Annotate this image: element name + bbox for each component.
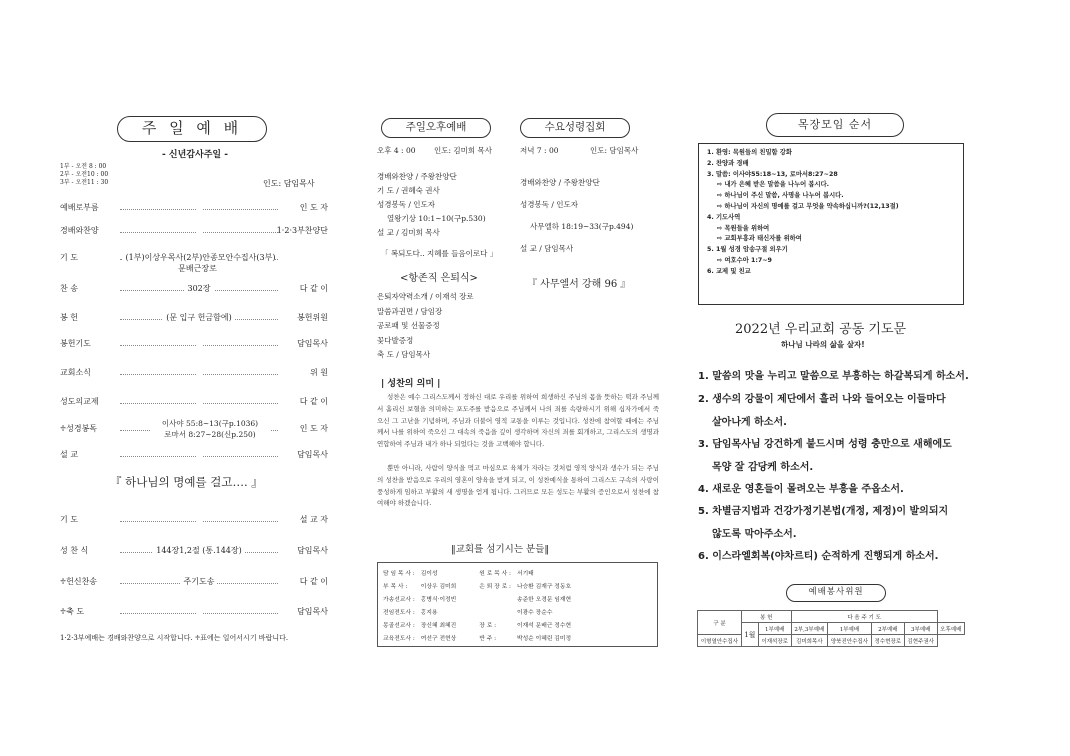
service-item-label: ♱헌신찬송 [60,577,98,586]
servant-cell: 가송선교사 : [383,597,415,603]
service-item-detail [196,606,202,615]
service-item-detail [196,225,202,234]
service-item-label: ♱축 도 [60,607,85,616]
service-item-label: 경배와찬양 [60,226,99,235]
service-item-label: 봉헌기도 [60,339,91,348]
servant-cell [476,592,514,605]
prayer-line-1: 1. 말씀의 맛을 누리고 말씀으로 부흥하는 하갈복되게 하소서. [698,371,969,382]
servant-cell: 김이성 [420,571,438,577]
service-item-person: 설 교 자 [299,515,328,524]
prayer-line-5b: 않도록 막아주소서. [712,529,797,540]
service-item-person: 다 같 이 [299,284,328,293]
servant-cell: 몽골선교사 : [383,623,415,629]
service-item [60,514,328,528]
servant-cell: 이광수 장순수 [516,610,553,616]
servant-row [380,631,574,644]
afternoon-sermon: 「 복되도다.. 지혜를 들음이로다 」 [381,249,498,258]
service-item-person: 다 같 이 [299,397,328,406]
prayer-line-2: 2. 생수의 강물이 제단에서 흘러 나와 들어오는 이들마다 [698,394,946,405]
servant-cell: 전임전도사 : [383,610,415,616]
service-subtitle: - 신년감사주일 - [162,150,228,160]
cell-meeting-title: 목장모임 순서 [766,113,904,137]
cell-meeting-item: 6. 교제 및 친교 [707,267,751,275]
service-item-detail: (1부)이상우목사(2부)안종모안수집사(3부)문배근장로 [123,253,276,273]
prayer-line-3b: 목양 잘 감당케 하소서. [712,462,814,473]
servant-cell: 홍지용 [420,610,438,616]
communion-paragraph-1: 성찬은 예수 그리스도께서 정하신 대로 우리를 위하여 희생하신 주님의 몸을 뜻하는 떡과 주님께서 흘리신 보혈을 의미하는 포도주를 받음으로 주님께서 나의 죄를 속량하시기 위해 십자가에서 죽으신 그 고난을 기념하며, 주님과 더불어 영적 교통을 이루는 것입니다. 성찬에 참여할 때에는 주님께서 나를 위하여 죽으신 그 대속의 죽음을 깊이 생각하며 자신의 죄를 회개하고, 그리스도의 생명과 연합하여 주님과 내가 하나 되었다는 것을 고백해야 합니다. [377,393,659,449]
servant-row [380,579,574,592]
servant-cell: 송준한 오경문 임재현 [516,597,572,603]
service-item-person: 담임목사 [297,607,328,616]
retirement-order: 은퇴자약력소개 / 이재석 장로 말씀과권면 / 담임장 공로패 및 선물증정 꽃다발증정 축 도 / 담임목사 [377,292,474,359]
service-item-person: 인 도 자 [299,203,328,212]
service-item-detail [196,396,202,405]
cell-meeting-item: ⇨ 하나님이 주신 말씀, 사명을 나누어 봅시다. [717,192,844,200]
servants-table [380,566,574,644]
service-item-detail: (문 입구 헌금함에) [163,313,234,322]
service-item-person: 담임목사 [297,339,328,348]
service-item-detail: 주기도송 [181,577,218,586]
service-item-detail: 144장1,2절 (통.144장) [153,546,245,555]
prayer-line-4: 4. 새로운 영혼들이 몰려오는 부흥을 주옵소서. [698,484,904,495]
service-item-detail [196,449,202,458]
servant-row [380,566,574,579]
service-item-label: 교회소식 [60,368,91,377]
servant-cell: 반 주 : [479,636,497,642]
service-item-person: 담임목사 [297,450,328,459]
afternoon-time: 오후 4 : 00 [377,146,416,155]
cell-meeting-item: ⇨ 하나님이 자신의 명예를 걸고 무엇을 약속하십니까?(12,13절) [717,202,899,210]
servant-cell: 장신혜 최혜진 [420,623,457,629]
servant-cell: 은 퇴 장 로 : [479,584,511,590]
service-item-detail [196,202,202,211]
service-item-detail [196,367,202,376]
servant-row [380,605,574,618]
servant-cell: 이재석 문배근 정수현 [516,623,572,629]
cell-meeting-item: ⇨ 교회부흥과 태신자를 위하여 [717,235,802,243]
service-item-person: 1·2·3부찬양단 [276,226,328,235]
service-item [60,312,328,326]
cell-meeting-list [707,148,955,278]
cell-meeting-item: ⇨ 목원들을 위하여 [717,224,770,232]
service-item [60,576,328,590]
main-service-title: 주 일 예 배 [117,116,267,142]
servant-cell: 서기태 [516,571,534,577]
cell-meeting-item: ⇨ 여호수아 1:7~9 [717,256,772,264]
service-item [60,202,328,216]
service-item [60,338,328,352]
prayer-line-3: 3. 담임목사님 강건하게 붙드시며 성령 충만으로 새해에도 [698,439,952,450]
service-item-label: ♱성경봉독 [60,424,98,433]
service-item-person: 인 도 자 [299,424,328,433]
servant-cell: 홍병식·이정빈 [420,597,457,603]
servant-cell: 이상우 김미희 [420,584,457,590]
service-committee-title: 예배봉사위원 [786,584,886,602]
afternoon-order: 경배와찬양 / 주왕찬양단 기 도 / 권혜숙 권사 성경봉독 / 인도자 열왕기상 10:1~10(구p.530) 설 교 / 김미희 목사 [377,172,486,237]
servant-cell: 여선구 전현상 [420,636,457,642]
servant-cell: 원 로 목 사 : [479,571,511,577]
afternoon-service-title: 주일오후예배 [381,118,491,138]
service-leader: 인도: 담임목사 [263,179,315,188]
cell-meeting-item: 4. 기도사역 [707,213,741,221]
cell-meeting-item: 3. 말씀: 이사야55:18~13, 로마서8:27~28 [707,170,838,178]
service-item [60,449,328,463]
service-item-person: 위 원 [310,368,328,377]
service-item-detail [196,338,202,347]
service-item [60,606,328,620]
service-item [60,367,328,381]
service-item [60,545,328,559]
service-item [60,252,328,273]
service-item-label: 설 교 [60,450,78,459]
sermon-title: 『 하나님의 명예를 걸고…. 』 [110,475,263,489]
servants-title: ‖교회를 섬기시는 분들‖ [451,544,550,555]
prayer-subtitle: 하나님 나라의 삶을 살자! [781,340,865,349]
wednesday-service-title: 수요성령집회 [520,118,630,138]
prayer-line-5: 5. 차별금지법과 건강가정기본법(개정, 제정)이 발의되지 [698,506,949,517]
service-committee-table: 구 분 봉 헌 다 음 주 기 도 1월 1부예배 2부,3부예배 1부예배 2부예배 3부예배 오후예배 이형열안수집사 이재석장로 김미희목사 양북진안수집사 정수현장로 김현주권사 [697,610,965,647]
service-item [60,225,328,239]
servant-cell: 교육전도사 : [383,636,415,642]
service-item-label: 기 도 [60,515,78,524]
servant-row [380,592,574,605]
servant-cell: 박성순 이혜린 김미정 [516,636,572,642]
prayer-line-6: 6. 이스라엘회복(야차르티) 순적하게 진행되게 하소서. [698,551,939,562]
cell-meeting-item: 5. 1월 성경 암송구절 외우기 [707,246,788,254]
service-item-label: 성 찬 식 [60,546,89,555]
service-item-person: 봉헌위원 [297,313,328,322]
service-item-person: 담임목사 [297,546,328,555]
servant-cell [476,605,514,618]
service-item-detail: 302장 [185,284,214,293]
cell-meeting-box [698,143,964,305]
servant-cell: 부 목 사 : [383,584,408,590]
service-item-detail [196,514,202,523]
scripture-reference: 이사야 55:8~13(구p.1036) 로마서 8:27~28(신p.250) [150,418,270,440]
prayer-title: 2022년 우리교회 공동 기도문 [735,322,907,337]
cell-meeting-item: 1. 환영: 목원들의 친밀함 강화 [707,149,792,156]
servant-cell: 나승환 김재구 정동호 [516,584,572,590]
afternoon-leader: 인도: 김미희 목사 [434,146,493,155]
service-item-person: 다 같 이 [299,577,328,586]
wednesday-leader: 인도: 담임목사 [590,146,639,155]
cell-meeting-item: 2. 찬양과 경배 [707,159,749,167]
service-item-label: 성도의교제 [60,397,99,406]
servant-row [380,618,574,631]
service-item-label: 찬 송 [60,284,78,293]
communion-title: | 성찬의 의미 | [381,379,441,389]
wednesday-sermon: 『 사무엘서 강해 96 』 [527,279,631,290]
retirement-title: <항존직 은퇴식> [400,273,478,284]
wednesday-time: 저녁 7 : 00 [520,146,559,155]
service-item [60,283,328,297]
service-item [60,396,328,410]
cell-meeting-item: ⇨ 내가 은혜 받은 말씀을 나누어 봅시다. [717,181,830,189]
servant-cell: 담 임 목 사 : [383,571,415,577]
service-times: 1부 - 오전 8 : 00 2부 - 오전10 : 00 3부 - 오전11 : 30 [60,163,109,186]
service-item-label: 기 도 [60,253,78,262]
servant-cell: 장 로 : [479,623,497,629]
service-item-label: 예배로부름 [60,203,99,212]
service-month: 1월 [741,623,758,647]
prayer-line-2b: 살아나게 하소서. [712,417,787,428]
communion-paragraph-2: 뿐만 아니라, 사람이 양식을 먹고 마심으로 육체가 자라는 것처럼 영적 양식과 생수가 되는 주님의 성찬을 받음으로 우리의 영혼이 양육을 받게 되고, 이 성찬예식을 통하여 그리스도 구속의 사랑이 풍성하게 임하고 부활의 새 생명을 얻게 됩니다. 그러므로 모든 성도는 부활의 증인으로서 성찬에 참여해야 하겠습니다. [377,464,659,508]
standing-note: 1·2·3부예배는 경배와찬양으로 시작합니다. ♱표에는 일어서시기 바랍니다. [60,634,289,642]
servants-box [377,562,658,647]
wednesday-order: 경배와찬양 / 주왕찬양단 성경봉독 / 인도자 사무엘하 18:19~33(구p.494) 설 교 / 담임목사 [520,178,634,253]
service-item-label: 봉 헌 [60,313,78,322]
